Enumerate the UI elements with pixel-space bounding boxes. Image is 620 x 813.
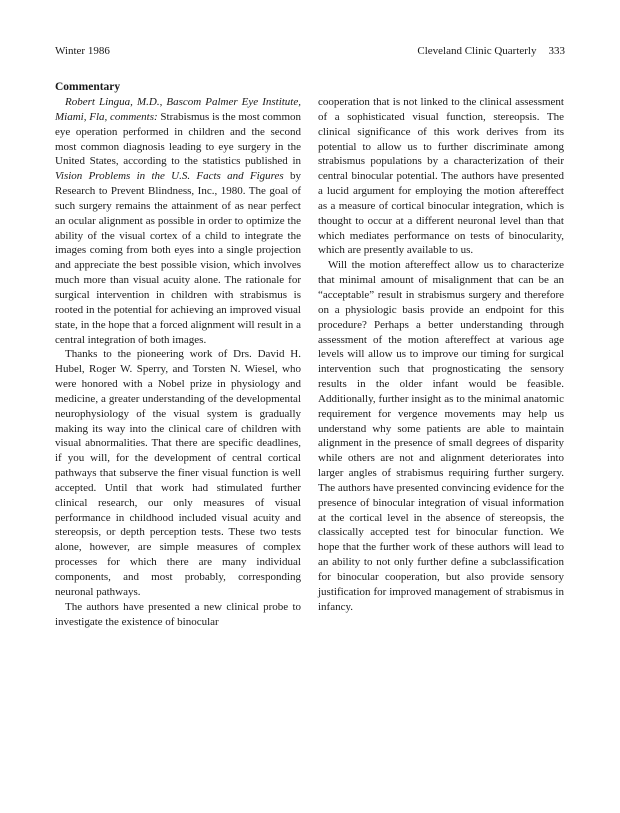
running-header bbox=[55, 44, 565, 58]
right-column bbox=[318, 95, 564, 615]
paragraph-1-rest: by Research to Prevent Blindness, Inc., 1980. The goal of such surgery remains the attainment of as near perfect an ocular alignment as possible in order to optimize the ability of the visual cortex of a child to integrate the images coming from both eyes into a single projection and appreciate the best possible vision, which involves much more than visual acuity alone. The rationale for surgical intervention in children with strabismus is rooted in the potential for achieving an improved visual state, in the hope that a forced alignment will result in a central integration of both images. bbox=[55, 170, 301, 346]
paragraph-1 bbox=[55, 95, 301, 347]
paragraph-3: The authors have presented a new clinical probe to investigate the existence of binocular bbox=[55, 600, 301, 628]
paragraph-4: Will the motion aftereffect allow us to characterize that minimal amount of misalignment that can be an “acceptable” result in strabismus surgery and therefore on a physiologic basis provide an endpoint for this procedure? Perhaps a better understanding through assessment of the motion aftereffect at various age levels will allow us to improve our timing for surgical intervention such that prognosticating the sensory results in the older infant would be feasible. Additionally, further insight as to the minimal anatomic requirement for vergence movements may help us understand why some patients are able to maintain alignment in the presence of small degrees of disparity while others are not and alignment deteriorates into larger angles of strabismus requiring further surgery. The authors have presented convincing evidence for the presence of binocular integration of visual information at the cortical level in the absence of stereopsis, the classically accepted test for binocular function. We hope that the further work of these authors will lead to an ability to not only further define a subclassification for binocular cooperation, but also provide sensory justification for improved management of strabismus in infancy. bbox=[318, 259, 564, 613]
journal-info bbox=[417, 44, 565, 58]
paragraph-3-continued: cooperation that is not linked to the clinical assessment of a sophisticated visual function, stereopsis. The clinical significance of this work derives from its potential to allow us to further discriminate among strabismus populations by a characterization of their central binocular potential. The authors have presented a lucid argument for employing the motion aftereffect as a measure of cortical binocular integration, which is thought to occur at a different neuronal level than that which mediates performance on tests of binocularity, which are presently available to us. bbox=[318, 96, 564, 257]
author-attribution: Robert Lingua, M.D., Bascom Palmer Eye Institute, Miami, Fla, comments: bbox=[55, 96, 301, 123]
left-column bbox=[55, 80, 301, 629]
section-heading: Commentary bbox=[55, 81, 121, 93]
cited-title: Vision Problems in the U.S. Facts and Figures bbox=[55, 170, 284, 183]
paragraph-2: Thanks to the pioneering work of Drs. David H. Hubel, Roger W. Sperry, and Torsten N. Wiesel, who were honored with a Nobel prize in physiology and medicine, a greater understanding of the developmental neurophysiology of the visual system is gradually making its way into the clinical care of children with visual abnormalities. That there are specific deadlines, if you will, for the development of central cortical pathways that subserve the finer visual function is well accepted. Until that work had stimulated further clinical research, our only measures of visual performance in childhood included visual acuity and stereopsis, or depth perception tests. These two tests alone, however, are simple measures of complex processes for which there are many individual components, and most probably, corresponding neuronal pathways. bbox=[55, 348, 301, 598]
journal-name: Cleveland Clinic Quarterly bbox=[417, 45, 537, 57]
page-number: 333 bbox=[548, 45, 565, 57]
paragraph-1-text: Strabismus is the most common eye operation performed in children and the second most common diagnosis leading to eye surgery in the United States, according to the statistics published in bbox=[55, 110, 301, 168]
issue-date: Winter 1986 bbox=[55, 45, 110, 57]
